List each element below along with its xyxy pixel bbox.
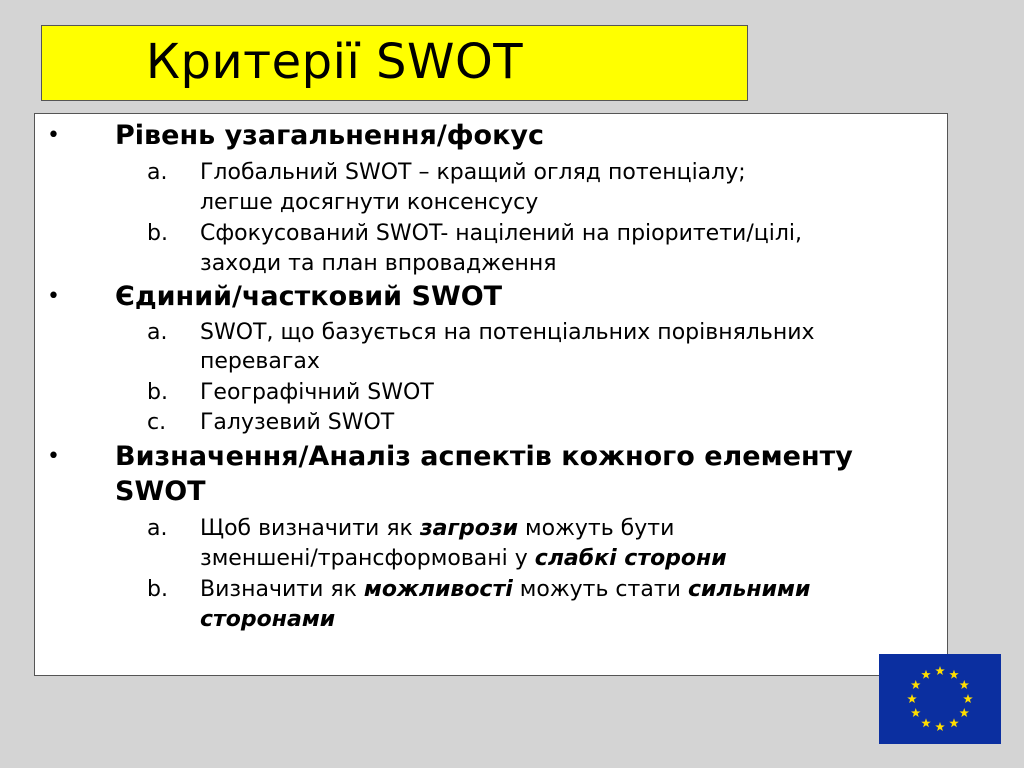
star-icon xyxy=(921,670,931,679)
emphasis-opportunities: можливості xyxy=(363,577,513,602)
list-marker: a. xyxy=(147,160,168,185)
list-marker: a. xyxy=(147,320,168,345)
emphasis-weaknesses: слабкі сторони xyxy=(534,546,727,571)
star-icon xyxy=(935,666,945,675)
list-item-text: Сфокусований SWOT- націлений на пріоритети/цілі, xyxy=(200,221,802,246)
list-item-text xyxy=(200,605,940,635)
star-icon xyxy=(921,718,931,727)
eu-flag-graphic xyxy=(879,654,1001,744)
list-item-text: SWOT, що базується на потенціальних порівняльних xyxy=(200,320,815,345)
star-icon xyxy=(911,680,921,689)
section-heading-text: SWOT xyxy=(115,476,206,507)
list-marker: c. xyxy=(147,410,167,435)
star-icon xyxy=(935,722,945,731)
emphasis-strengths-cont: сторонами xyxy=(200,607,336,632)
emphasis-threats: загрози xyxy=(419,516,519,541)
eu-flag-icon xyxy=(879,654,1001,744)
star-icon xyxy=(911,708,921,717)
list-marker: b. xyxy=(147,380,168,405)
bullet-marker: • xyxy=(47,123,60,148)
list-marker: b. xyxy=(147,221,168,246)
list-item-text: легше досягнути консенсусу xyxy=(200,190,539,215)
star-icon xyxy=(963,694,973,703)
list-item-text: заходи та план впровадження xyxy=(200,251,557,276)
star-icon xyxy=(949,670,959,679)
list-item-text: перевагах xyxy=(200,349,320,374)
bullet-marker: • xyxy=(47,284,60,309)
list-item-text: Глобальний SWOT – кращий огляд потенціалу; xyxy=(200,160,746,185)
list-item-text: Галузевий SWOT xyxy=(200,410,395,435)
content-panel xyxy=(34,113,948,676)
star-icon xyxy=(907,694,917,703)
list-item-text: Щоб визначити як загрози можуть бути xyxy=(200,516,675,541)
section-heading-text: Визначення/Аналіз аспектів кожного елементу xyxy=(115,441,853,472)
list-marker: b. xyxy=(147,577,168,602)
list-item-text: зменшені/трансформовані у слабкі сторони xyxy=(200,546,727,571)
list-item-text: Географічний SWOT xyxy=(200,380,434,405)
list-marker: a. xyxy=(147,516,168,541)
list-item-text: Визначити як можливості можуть стати сильними xyxy=(200,577,811,602)
star-icon xyxy=(949,718,959,727)
star-icon xyxy=(959,680,969,689)
bullet-marker: • xyxy=(47,444,60,469)
emphasis-strengths: сильними xyxy=(687,577,811,602)
slide-title: Критерії SWOT xyxy=(145,34,524,90)
section-heading-text: Рівень узагальнення/фокус xyxy=(115,120,544,151)
title-banner xyxy=(41,25,748,101)
section-heading-text: Єдиний/частковий SWOT xyxy=(115,281,503,312)
star-icon xyxy=(959,708,969,717)
